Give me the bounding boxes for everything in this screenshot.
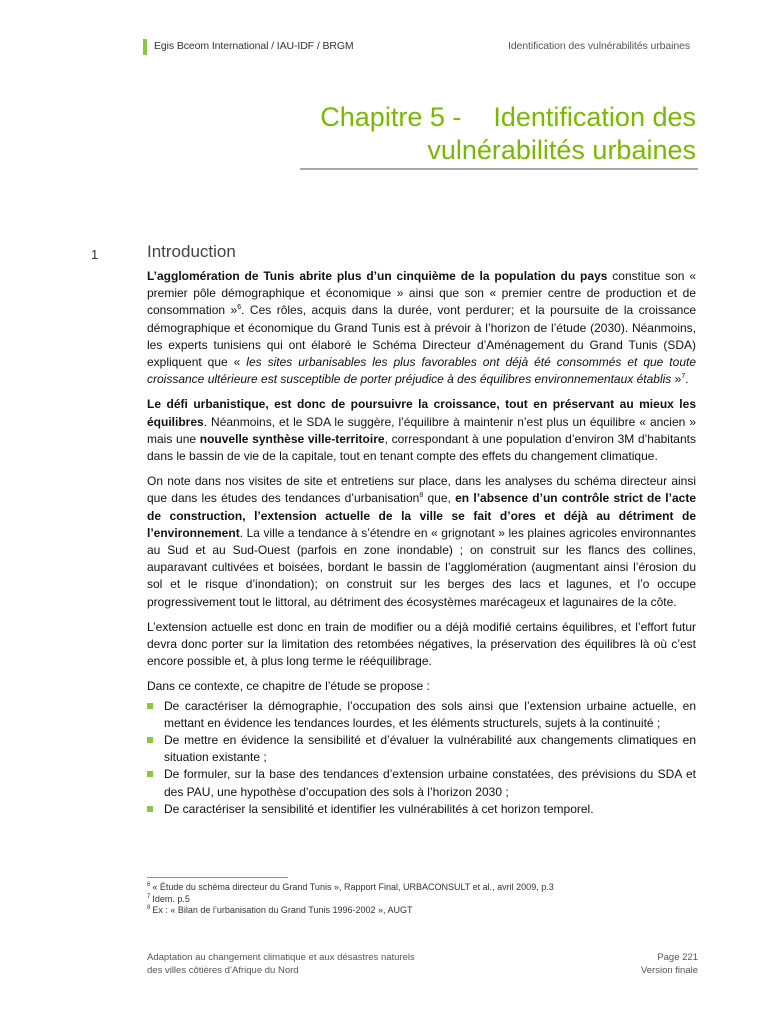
page-number: Page 221 xyxy=(657,952,698,963)
header-organizations: Egis Bceom International / IAU-IDF / BRGM xyxy=(154,40,354,52)
p2-text-a: . Néanmoins, et le SDA le suggère, l’équilibre à maintenir n’est plus un équilibre « ancien » mais une xyxy=(147,414,696,446)
footnotes xyxy=(147,882,567,917)
paragraph-4: L’extension actuelle est donc en train de modifier ou a déjà modifié certains équilibres, et l’effort futur devra donc porter sur la limitation des retombées négatives, la préservation des équilibres là où c’est encore possible et, à plus long terme le rééquilibrage. xyxy=(147,619,696,669)
footnote-ref-6[interactable]: 6 xyxy=(237,304,242,312)
footnote-divider xyxy=(147,877,288,878)
p1-text-c: » xyxy=(671,372,682,387)
section-number: 1 xyxy=(91,247,99,262)
p1-text-d: . xyxy=(685,372,689,387)
square-bullet-icon xyxy=(147,703,153,709)
section-title: Introduction xyxy=(147,242,236,261)
paragraph-3 xyxy=(147,473,696,611)
list-item-text: De mettre en évidence la sensibilité et d’évaluer la vulnérabilité aux changements climatiques en situation existante ; xyxy=(164,733,696,765)
footer-title-line2: des villes côtières d’Afrique du Nord xyxy=(147,965,299,976)
footer-page-info xyxy=(641,951,698,977)
body-text xyxy=(147,268,696,818)
p1-bold: L’agglomération de Tunis abrite plus d’un cinquième de la population du pays xyxy=(147,269,608,283)
footnote-text: Idem. p.5 xyxy=(152,893,190,904)
footnote-number: 8 xyxy=(147,905,151,911)
footnote-ref-8[interactable]: 8 xyxy=(419,492,424,500)
footer-title-line1: Adaptation au changement climatique et aux désastres naturels xyxy=(147,952,415,963)
p1-quote: les sites urbanisables les plus favorables ont déjà été consommés et que toute croissance ultérieure est susceptible de porter préjudice à des équilibres environnementaux établis xyxy=(147,355,696,387)
objectives-list xyxy=(147,698,696,818)
p3-text-b: que, xyxy=(423,491,456,506)
footnote-8 xyxy=(147,905,567,917)
p2-text-b: , correspondant à une population d’environ 3M d’habitants dans le bassin de vie de la capitale, tout en tenant compte des effets du changement climatique. xyxy=(147,431,696,464)
p1-text-a: constitue son « premier pôle démographique et économique » ainsi que son « premier centre de production et de consommation » xyxy=(147,269,696,318)
footnote-number: 6 xyxy=(147,882,151,888)
list-item xyxy=(147,698,696,732)
list-item xyxy=(147,801,696,818)
footnote-7 xyxy=(147,894,567,906)
list-item xyxy=(147,732,696,766)
footnote-number: 7 xyxy=(147,893,151,900)
p3-text-c: . La ville a tendance à s’étendre en « grignotant » les plaines agricoles environnantes au Sud et au Sud-Ouest (parfois en zone inondable) ; on construit sur les flancs des collines, auparavant cultivées et boisées, bordant le bassin de l’agglomération (augmentant ainsi l’érosion du sol et le risque d’inondation); on construit sur les berges des lacs et lagunes, et l’o occupe progressivement tout le littoral, au détriment des écosystèmes marécageux et lagunaires de la côte. xyxy=(147,525,696,609)
list-item-text: De caractériser la sensibilité et identifier les vulnérabilités à cet horizon temporel. xyxy=(164,801,594,816)
footer-document-title xyxy=(147,951,415,977)
p3-text-a: On note dans nos visites de site et entretiens sur place, dans les analyses du schéma directeur ainsi que dans les études des tendances d’urbanisation xyxy=(147,474,696,506)
p2-bold-a: Le défi urbanistique, est donc de poursuivre la croissance, tout en préservant au mieux les équilibres xyxy=(147,397,696,429)
footnote-ref-7[interactable]: 7 xyxy=(681,373,686,381)
chapter-number: Chapitre 5 - xyxy=(320,102,462,132)
list-item-text: De caractériser la démographie, l’occupation des sols ainsi que l’extension urbaine actuelle, en mettant en évidence les tendances lourdes, et les éléments structurels, sujets à la continuité ; xyxy=(164,698,696,730)
p1-text-b: . Ces rôles, acquis dans la durée, vont perdurer; et la poursuite de la croissance démographique et économique du Grand Tunis est à prévoir à l’horizon de l’étude (2030). Néanmoins, les experts tunisiens qui ont élaboré le Schéma Directeur d’Aménagement du Grand Tunis (SDA) expliquent que « xyxy=(147,303,696,370)
footnote-text: Ex : « Bilan de l’urbanisation du Grand Tunis 1996-2002 », AUGT xyxy=(152,905,413,915)
paragraph-2 xyxy=(147,396,696,465)
p2-bold-b: nouvelle synthèse ville-territoire xyxy=(199,431,385,446)
list-item xyxy=(147,766,696,800)
square-bullet-icon xyxy=(147,737,153,743)
header-accent-bar xyxy=(143,39,147,55)
footnote-6 xyxy=(147,882,567,894)
chapter-title xyxy=(256,101,696,167)
paragraph-5: Dans ce contexte, ce chapitre de l’étude se propose : xyxy=(147,679,430,694)
version-label: Version finale xyxy=(640,965,698,976)
square-bullet-icon xyxy=(147,771,153,777)
chapter-title-line2: vulnérabilités urbaines xyxy=(427,135,696,165)
footnote-text: « Étude du schéma directeur du Grand Tunis », Rapport Final, URBACONSULT et al., avril 2009, p.3 xyxy=(152,882,554,892)
paragraph-1 xyxy=(147,268,696,388)
title-divider xyxy=(300,168,698,170)
list-item-text: De formuler, sur la base des tendances d’extension urbaine constatées, des prévisions du SDA et des PAU, une hypothèse d’occupation des sols à l’horizon 2030 ; xyxy=(164,767,696,799)
header-section-title: Identification des vulnérabilités urbaines xyxy=(508,40,690,52)
square-bullet-icon xyxy=(147,806,153,812)
chapter-title-line1: Identification des xyxy=(493,102,696,132)
p3-bold: en l’absence d’un contrôle strict de l’acte de construction, l’extension actuelle de la ville se fait d’ores et déjà au détriment de l’environnement xyxy=(147,491,696,540)
